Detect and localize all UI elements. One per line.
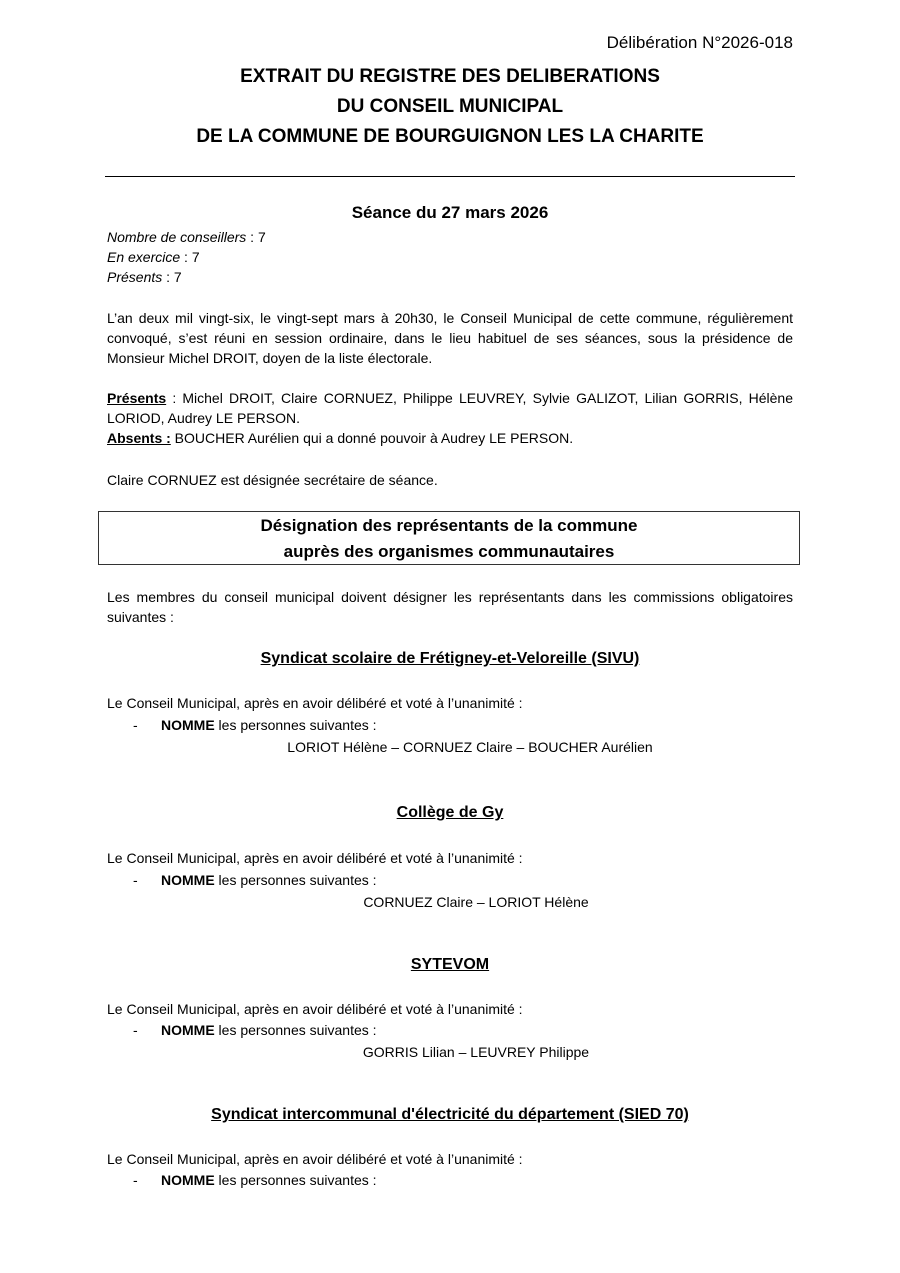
subject-line-2: auprès des organismes communautaires bbox=[283, 542, 615, 561]
nomme-keyword: NOMME bbox=[161, 872, 215, 888]
names-sytevom: GORRIS Lilian – LEUVREY Philippe bbox=[362, 1044, 590, 1060]
nomme-rest: les personnes suivantes : bbox=[214, 1022, 377, 1038]
nomme-line bbox=[161, 1170, 761, 1190]
nomme-keyword: NOMME bbox=[161, 1172, 215, 1188]
bullet-dash: - bbox=[133, 1022, 138, 1038]
nomme-line bbox=[161, 715, 761, 735]
section-title-sied: Syndicat intercommunal d'électricité du département (SIED 70) bbox=[211, 1106, 689, 1123]
title-line-1: EXTRAIT DU REGISTRE DES DELIBERATIONS bbox=[240, 66, 660, 87]
absents-paragraph bbox=[107, 428, 793, 448]
vote-text: Le Conseil Municipal, après en avoir délibéré et voté à l’unanimité : bbox=[107, 1001, 523, 1017]
section-title-sivu: Syndicat scolaire de Frétigney-et-Veloreille (SIVU) bbox=[260, 650, 640, 667]
bullet-dash: - bbox=[133, 717, 138, 733]
nomme-rest: les personnes suivantes : bbox=[214, 1172, 377, 1188]
count-conseillers bbox=[107, 227, 793, 247]
absents-list: BOUCHER Aurélien qui a donné pouvoir à Audrey LE PERSON. bbox=[170, 430, 574, 446]
vote-text: Le Conseil Municipal, après en avoir délibéré et voté à l’unanimité : bbox=[107, 1151, 523, 1167]
presents-list: : Michel DROIT, Claire CORNUEZ, Philippe LEUVREY, Sylvie GALIZOT, Lilian GORRIS, Hélène LORIOD, Audrey LE PERSON. bbox=[107, 390, 793, 426]
nomme-rest: les personnes suivantes : bbox=[214, 872, 377, 888]
count-label: En exercice bbox=[107, 249, 181, 265]
section-title-sytevom: SYTEVOM bbox=[410, 956, 490, 973]
absents-label: Absents : bbox=[107, 430, 171, 446]
secretary-line: Claire CORNUEZ est désignée secrétaire de séance. bbox=[107, 472, 438, 488]
count-presents bbox=[107, 267, 793, 287]
section-title-college: Collège de Gy bbox=[396, 804, 504, 821]
count-exercice bbox=[107, 247, 793, 267]
title-line-2: DU CONSEIL MUNICIPAL bbox=[336, 96, 564, 117]
count-label: Présents bbox=[107, 269, 163, 285]
deliberation-number: Délibération N°2026-018 bbox=[606, 33, 793, 52]
count-value: : 7 bbox=[246, 229, 266, 245]
count-value: : 7 bbox=[162, 269, 182, 285]
vote-text: Le Conseil Municipal, après en avoir délibéré et voté à l’unanimité : bbox=[107, 695, 523, 711]
bullet-dash: - bbox=[133, 872, 138, 888]
count-label: Nombre de conseillers bbox=[107, 229, 247, 245]
nomme-rest: les personnes suivantes : bbox=[214, 717, 377, 733]
names-sivu: LORIOT Hélène – CORNUEZ Claire – BOUCHER Aurélien bbox=[287, 739, 653, 755]
presents-paragraph bbox=[107, 388, 793, 428]
nomme-keyword: NOMME bbox=[161, 717, 215, 733]
nomme-line bbox=[161, 1020, 761, 1040]
counts-block bbox=[107, 227, 793, 287]
subject-box bbox=[98, 511, 800, 565]
divider bbox=[105, 176, 795, 177]
intro-paragraph: L’an deux mil vingt-six, le vingt-sept mars à 20h30, le Conseil Municipal de cette commune, régulièrement convoqué, s’est réuni en session ordinaire, dans le lieu habituel de ses séances, sous la présidence de Monsieur Michel DROIT, doyen de la liste électorale. bbox=[107, 310, 793, 366]
nomme-keyword: NOMME bbox=[161, 1022, 215, 1038]
count-value: : 7 bbox=[180, 249, 200, 265]
names-college: CORNUEZ Claire – LORIOT Hélène bbox=[363, 894, 589, 910]
subject-line-1: Désignation des représentants de la commune bbox=[260, 516, 638, 535]
bullet-dash: - bbox=[133, 1172, 138, 1188]
seance-heading: Séance du 27 mars 2026 bbox=[351, 203, 549, 222]
presents-label: Présents bbox=[107, 390, 167, 406]
preamble-paragraph: Les membres du conseil municipal doivent désigner les représentants dans les commissions obligatoires suivantes : bbox=[107, 589, 793, 625]
nomme-line bbox=[161, 870, 761, 890]
vote-text: Le Conseil Municipal, après en avoir délibéré et voté à l’unanimité : bbox=[107, 850, 523, 866]
title-line-3: DE LA COMMUNE DE BOURGUIGNON LES LA CHARITE bbox=[196, 126, 704, 147]
